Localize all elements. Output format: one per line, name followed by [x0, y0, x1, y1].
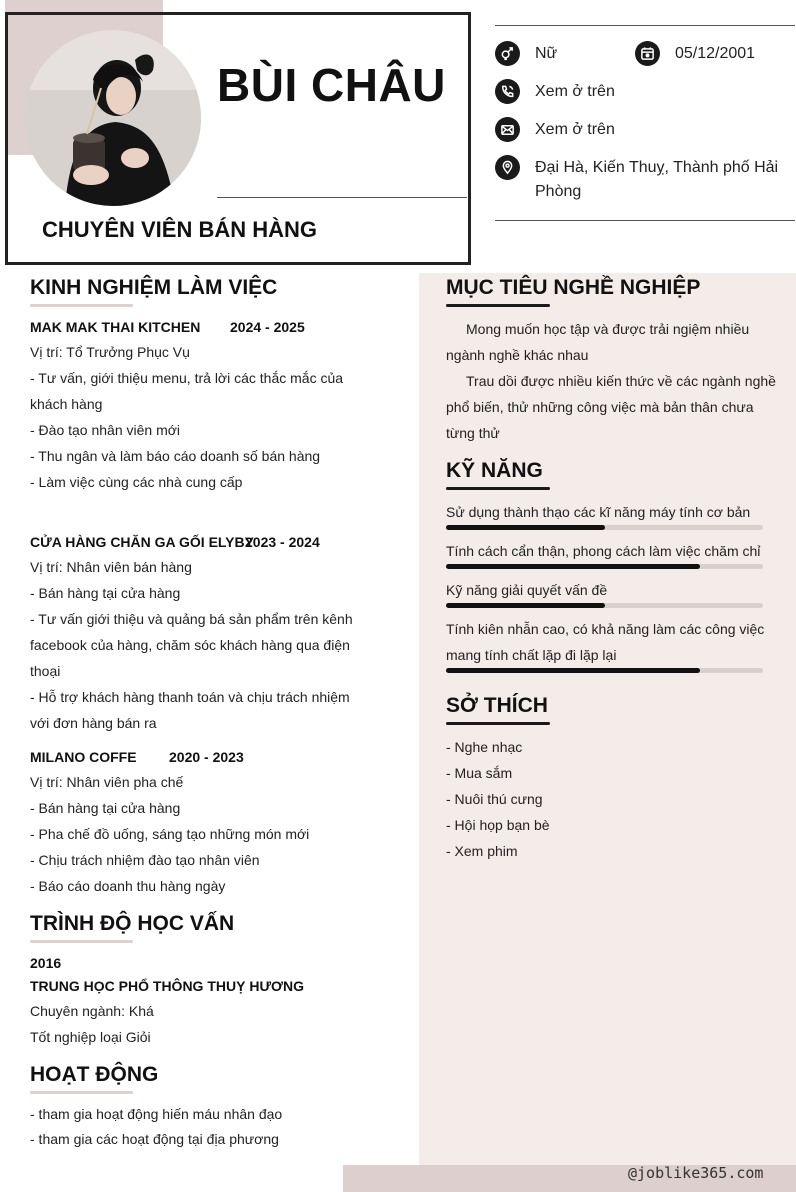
education-school: TRUNG HỌC PHỔ THÔNG THUỴ HƯƠNG	[30, 978, 304, 994]
job-detail: Vị trí: Tổ Trưởng Phục Vụ	[30, 344, 190, 360]
section-heading-hobbies: SỞ THÍCH	[446, 694, 548, 717]
objective-line: ngành nghề khác nhau	[446, 347, 589, 363]
job-detail: - Đào tạo nhân viên mới	[30, 422, 181, 438]
calendar-icon	[635, 41, 660, 66]
heading-underline	[446, 722, 550, 725]
gender-value: Nữ	[535, 45, 558, 62]
job-period: 2020 - 2023	[169, 749, 244, 765]
hobby-item: - Nuôi thú cưng	[446, 791, 543, 807]
phone-value: Xem ở trên	[535, 83, 615, 100]
skill-label: Tính kiên nhẫn cao, có khả năng làm các công việc	[446, 621, 765, 637]
section-heading-objective: MỤC TIÊU NGHỀ NGHIỆP	[446, 276, 701, 299]
job-detail: với đơn hàng bán ra	[30, 715, 157, 731]
birthday-value: 05/12/2001	[675, 45, 756, 62]
job-detail: thoại	[30, 663, 61, 679]
objective-line: phổ biến, thử những công việc mà bản thân chưa	[446, 399, 754, 415]
job-detail: - Làm việc cùng các nhà cung cấp	[30, 474, 243, 490]
skill-label: mang tính chất lặp đi lặp lại	[446, 647, 617, 663]
address-line-2: Phòng	[535, 183, 582, 200]
skill-bar-fill	[446, 603, 605, 608]
address-line-1: Đại Hà, Kiến Thuỵ, Thành phố Hải	[535, 159, 779, 176]
divider	[495, 25, 795, 26]
email-icon	[495, 117, 520, 142]
section-heading-skills: KỸ NĂNG	[446, 459, 543, 482]
education-result: Tốt nghiệp loại Giỏi	[30, 1029, 151, 1045]
job-detail: Vị trí: Nhân viên bán hàng	[30, 559, 192, 575]
skill-bar-track	[446, 603, 763, 608]
section-heading-experience: KINH NGHIỆM LÀM VIỆC	[30, 276, 278, 299]
hobby-item: - Xem phim	[446, 843, 518, 859]
job-detail: - Thu ngân và làm báo cáo doanh số bán hàng	[30, 448, 321, 464]
skill-label: Kỹ năng giải quyết vấn đề	[446, 582, 608, 598]
activity-item: - tham gia hoạt động hiến máu nhân đạo	[30, 1106, 283, 1122]
heading-underline	[30, 940, 133, 943]
heading-underline	[446, 487, 550, 490]
job-detail: - Tư vấn giới thiệu và quảng bá sản phẩm trên kênh	[30, 611, 353, 627]
education-year: 2016	[30, 955, 62, 971]
gender-icon	[495, 41, 520, 66]
job-company: MAK MAK THAI KITCHEN	[30, 319, 201, 335]
heading-underline	[30, 304, 133, 307]
job-detail: - Bán hàng tại cửa hàng	[30, 800, 181, 816]
watermark: @joblike365.com	[628, 1164, 764, 1182]
heading-underline	[446, 304, 550, 307]
job-company: MILANO COFFE	[30, 749, 137, 765]
job-period: 2023 - 2024	[245, 534, 320, 550]
phone-icon	[495, 79, 520, 104]
job-period: 2024 - 2025	[230, 319, 305, 335]
job-detail: - Bán hàng tại cửa hàng	[30, 585, 181, 601]
heading-underline	[30, 1091, 133, 1094]
location-pin-icon	[495, 155, 520, 180]
job-detail: - Báo cáo doanh thu hàng ngày	[30, 878, 226, 894]
skill-bar-fill	[446, 668, 700, 673]
activity-item: - tham gia các hoạt động tại địa phương	[30, 1131, 279, 1147]
divider	[495, 220, 795, 221]
email-value: Xem ở trên	[535, 121, 615, 138]
job-detail: - Tư vấn, giới thiệu menu, trả lời các thắc mắc của	[30, 370, 344, 386]
job-detail: - Hỗ trợ khách hàng thanh toán và chịu trách nhiệm	[30, 689, 350, 705]
skill-bar-fill	[446, 525, 605, 530]
education-major: Chuyên ngành: Khá	[30, 1003, 154, 1019]
job-detail: Vị trí: Nhân viên pha chế	[30, 774, 184, 790]
hobby-item: - Nghe nhạc	[446, 739, 523, 755]
skill-label: Sử dụng thành thạo các kĩ năng máy tính cơ bản	[446, 504, 751, 520]
hobby-item: - Hội họp bạn bè	[446, 817, 550, 833]
skill-bar-fill	[446, 564, 700, 569]
objective-line: từng thử	[446, 425, 500, 441]
skill-bar-track	[446, 668, 763, 673]
hobby-item: - Mua sắm	[446, 765, 513, 781]
full-name: BÙI CHÂU	[217, 59, 446, 111]
section-heading-education: TRÌNH ĐỘ HỌC VẤN	[30, 912, 235, 935]
skill-bar-track	[446, 564, 763, 569]
job-detail: - Chịu trách nhiệm đào tạo nhân viên	[30, 852, 260, 868]
job-title: CHUYÊN VIÊN BÁN HÀNG	[42, 217, 318, 242]
job-detail: khách hàng	[30, 396, 103, 412]
skill-bar-track	[446, 525, 763, 530]
job-detail: facebook của hàng, chăm sóc khách hàng qua điện	[30, 637, 350, 653]
divider	[217, 197, 467, 198]
skill-label: Tính cách cẩn thận, phong cách làm việc chăm chỉ	[446, 543, 761, 559]
section-heading-activities: HOẠT ĐỘNG	[30, 1063, 159, 1086]
job-detail: - Pha chế đồ uống, sáng tạo những món mới	[30, 826, 310, 842]
objective-line: Mong muốn học tập và được trải ngiệm nhiều	[466, 321, 750, 337]
job-company: CỬA HÀNG CHĂN GA GỐI ELYBY	[30, 534, 254, 550]
objective-line: Trau dồi được nhiều kiến thức về các ngành nghề	[466, 373, 776, 389]
